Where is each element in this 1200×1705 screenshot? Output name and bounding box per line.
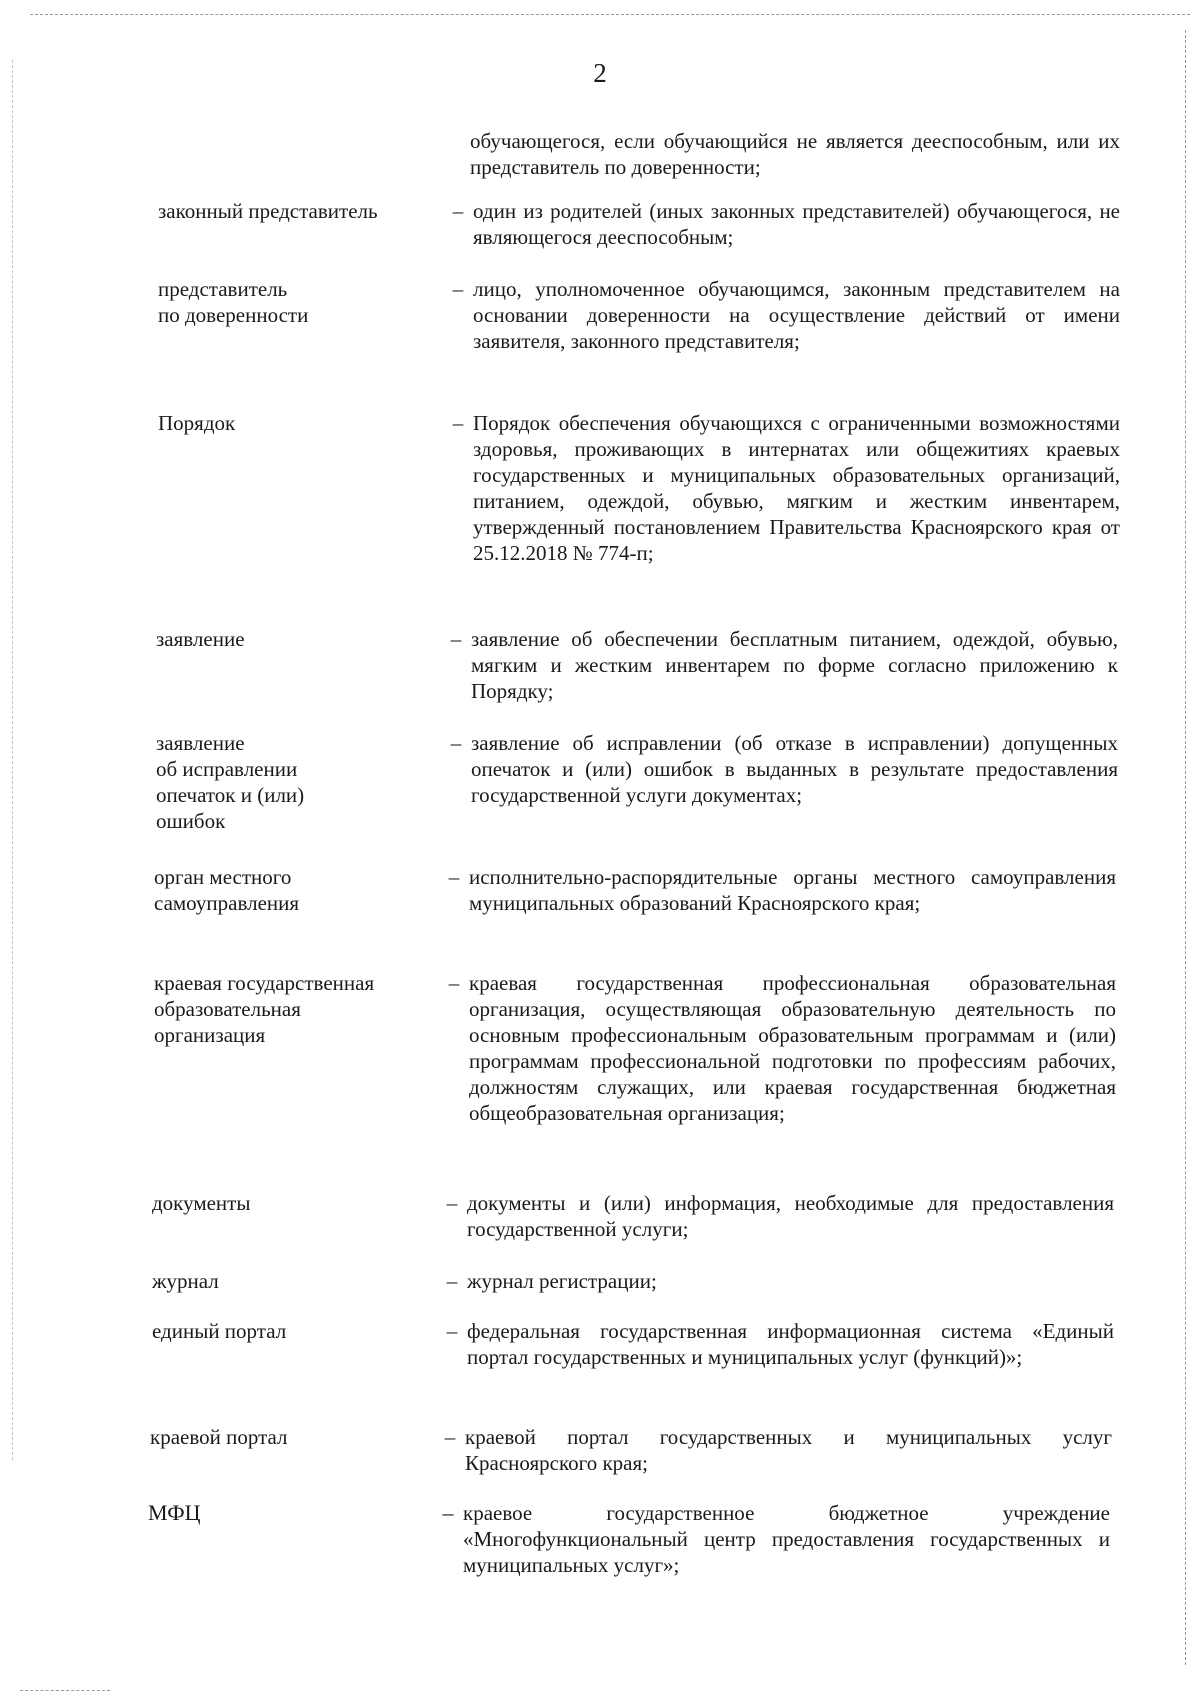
dash: – <box>450 731 462 755</box>
dash: – <box>444 1425 456 1449</box>
definition-entry <box>156 626 1118 704</box>
term: законный представитель <box>158 199 378 223</box>
scan-edge-right <box>1185 30 1186 1665</box>
definition-entry <box>152 1268 1114 1294</box>
definition: краевое государственное бюджетное учреждение «Многофункциональный центр предоставления государственных и муниципальных услуг»; <box>463 1501 1110 1577</box>
dash: – <box>446 1269 458 1293</box>
definition-entry <box>154 970 1116 1126</box>
term: журнал <box>152 1269 219 1293</box>
definition: краевая государственная профессиональная образовательная организация, осуществляющая образовательную деятельность по основным профессиональным образовательным программам и (или) программам профессиональной подготовки по профессиям рабочих, должностям служащих, или краевая государственная бюджетная общеобразовательная организация; <box>469 971 1116 1125</box>
page-number: 2 <box>593 58 607 88</box>
term: орган местного самоуправления <box>154 865 300 915</box>
dash: – <box>448 971 460 995</box>
definition: один из родителей (иных законных представителей) обучающегося, не являющегося дееспособным; <box>473 199 1120 249</box>
dash: – <box>452 277 464 301</box>
definition-entry <box>158 198 1120 250</box>
definition: заявление об обеспечении бесплатным питанием, одеждой, обувью, мягким и жестким инвентарем по форме согласно приложению к Порядку; <box>471 627 1118 703</box>
definition-entry <box>156 730 1118 834</box>
term: представитель по доверенности <box>158 277 309 327</box>
dash: – <box>452 411 464 435</box>
term: краевая государственная образовательная организация <box>154 971 375 1047</box>
definition-entry <box>152 1318 1114 1370</box>
dash: – <box>446 1319 458 1343</box>
definition: документы и (или) информация, необходимые для предоставления государственной услуги; <box>467 1191 1114 1241</box>
definition-entry <box>148 1500 1110 1578</box>
definition-entry <box>152 1190 1114 1242</box>
definition-entry <box>158 276 1120 354</box>
scan-edge-top <box>30 14 1190 15</box>
dash: – <box>448 865 460 889</box>
term: МФЦ <box>148 1500 201 1525</box>
definition: федеральная государственная информационная система «Единый портал государственных и муниципальных услуг (функций)»; <box>467 1319 1114 1369</box>
dash: – <box>446 1191 458 1215</box>
definition: лицо, уполномоченное обучающимся, законным представителем на основании доверенности на осуществление действий от имени заявителя, законного представителя; <box>473 277 1120 353</box>
definition: журнал регистрации; <box>467 1269 657 1293</box>
term: Порядок <box>158 411 236 435</box>
term: документы <box>152 1191 251 1215</box>
scan-edge-left <box>12 60 13 1460</box>
definition-entry <box>150 1424 1112 1476</box>
definition: исполнительно-распорядительные органы местного самоуправления муниципальных образований Красноярского края; <box>469 865 1116 915</box>
dash: – <box>450 627 462 651</box>
term: заявление <box>156 627 245 651</box>
definition-entry <box>158 410 1120 566</box>
scan-edge-bottom <box>20 1690 110 1691</box>
definition-entry <box>154 864 1116 916</box>
definition: Порядок обеспечения обучающихся с ограниченными возможностями здоровья, проживающих в интернатах или общежитиях краевых государственных и муниципальных образовательных организаций, питанием, одеждой, обувью, мягким и жестким инвентарем, утвержденный постановлением Правительства Красноярского края от 25.12.2018 № 774-п; <box>473 411 1120 565</box>
definition: заявление об исправлении (об отказе в исправлении) допущенных опечаток и (или) ошибок в выданных в результате предоставления государственной услуги документах; <box>471 731 1118 807</box>
definition: краевой портал государственных и муниципальных услуг Красноярского края; <box>465 1425 1112 1475</box>
term: краевой портал <box>150 1425 288 1449</box>
term: единый портал <box>152 1319 287 1343</box>
dash: – <box>452 199 464 223</box>
continuation-paragraph: обучающегося, если обучающийся не является дееспособным, или их представитель по доверенности; <box>470 129 1120 179</box>
dash: – <box>442 1500 454 1525</box>
term: заявление об исправлении опечаток и (или) ошибок <box>156 731 305 833</box>
